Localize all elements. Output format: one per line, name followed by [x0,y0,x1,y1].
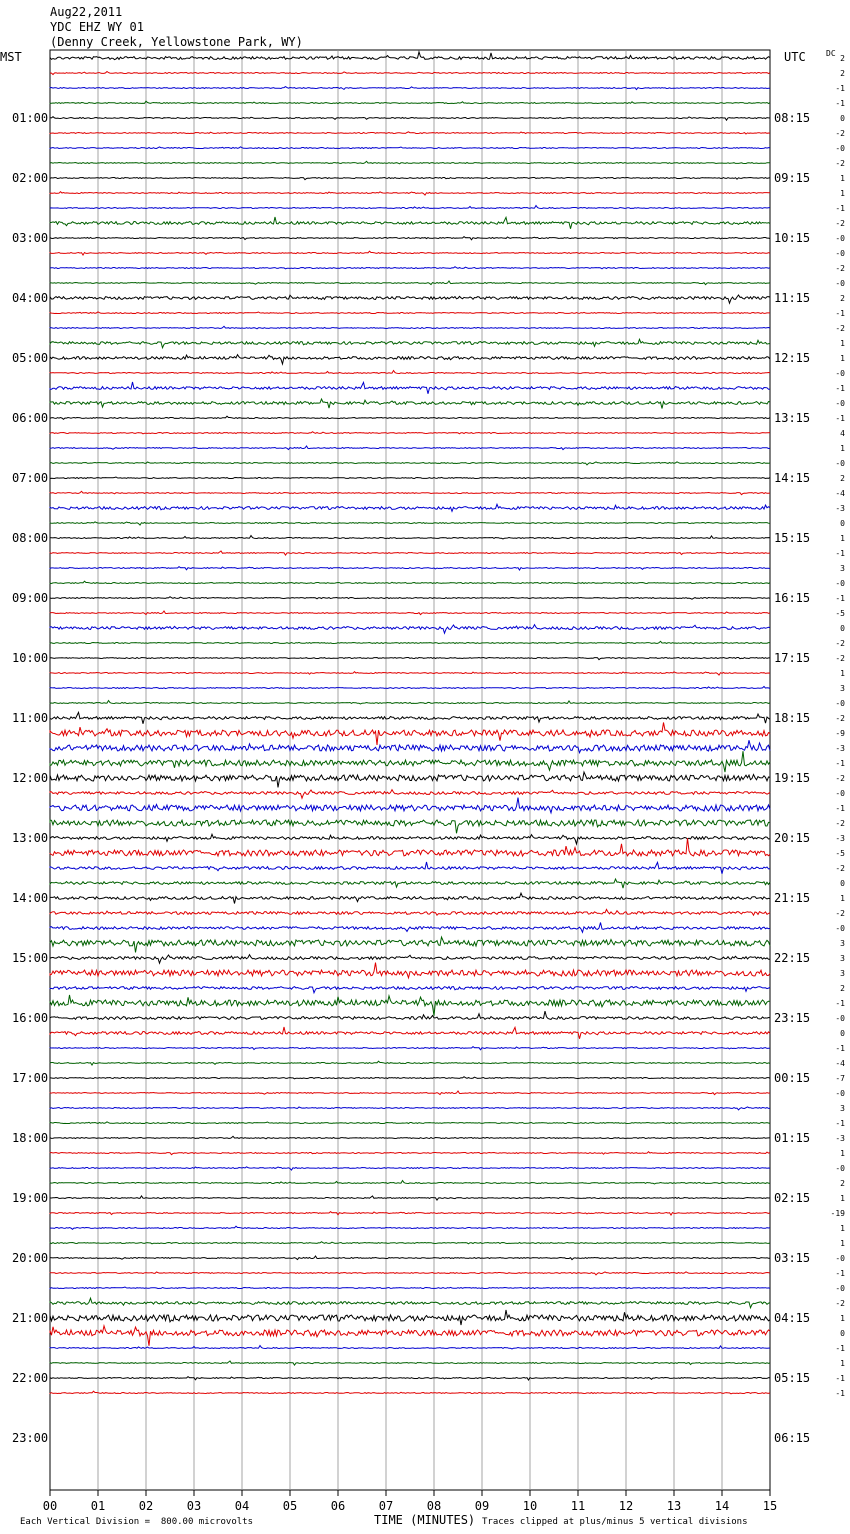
trace-line [50,937,770,952]
dc-offset-label: -0 [835,144,845,153]
right-hour-label: 14:15 [774,471,811,485]
dc-offset-label: 0 [840,1329,845,1338]
trace-line [50,382,770,394]
trace-line [50,1242,770,1244]
dc-offset-label: 0 [840,624,845,633]
dc-offset-label: -2 [835,129,845,138]
dc-offset-label: 1 [840,894,845,903]
trace-line [50,672,770,675]
trace-line [50,625,770,634]
left-axis-label: MST [0,50,22,64]
trace-line [50,522,770,525]
dc-offset-label: 2 [840,294,845,303]
trace-line [50,1310,770,1325]
trace-line [50,132,770,134]
trace-line [50,1298,770,1308]
trace-line [50,491,770,494]
trace-line [50,117,770,121]
dc-offset-label: -2 [835,774,845,783]
trace-line [50,1167,770,1170]
dc-offset-label: -2 [835,714,845,723]
trace-line [50,701,770,705]
trace-line [50,312,770,314]
trace-line [50,147,770,149]
dc-offset-label: -1 [835,1389,845,1398]
x-tick-label: 10 [522,1499,538,1513]
trace-line [50,909,770,915]
trace-line [50,641,770,644]
x-tick-label: 07 [378,1499,394,1513]
dc-offset-label: 3 [840,939,845,948]
dc-offset-label: -1 [835,414,845,423]
trace-line [50,536,770,540]
dc-offset-label: 3 [840,564,845,573]
left-hour-label: 12:00 [12,771,49,785]
dc-offset-label: -5 [835,609,845,618]
right-hour-label: 04:15 [774,1311,811,1325]
dc-offset-label: -0 [835,279,845,288]
x-tick-label: 03 [186,1499,202,1513]
dc-offset-label: -1 [835,804,845,813]
dc-offset-label: -0 [835,1164,845,1173]
trace-line [50,504,770,511]
trace-line [50,101,770,104]
dc-offset-label: -1 [835,549,845,558]
right-hour-label: 12:15 [774,351,811,365]
dc-offset-label: 1 [840,1224,845,1233]
dc-offset-label: -2 [835,864,845,873]
dc-offset-label: 0 [840,519,845,528]
dc-offset-label: -1 [835,759,845,768]
trace-line [50,1027,770,1039]
trace-line [50,87,770,90]
trace-line [50,326,770,329]
trace-line [50,1061,770,1065]
dc-offset-label: 1 [840,1239,845,1248]
x-tick-label: 06 [330,1499,346,1513]
trace-line [50,597,770,600]
dc-offset-label: -1 [835,594,845,603]
right-hour-label: 03:15 [774,1251,811,1265]
left-hour-label: 03:00 [12,231,49,245]
dc-offset-label: -1 [835,999,845,1008]
right-hour-label: 19:15 [774,771,811,785]
right-hour-label: 16:15 [774,591,811,605]
left-hour-label: 18:00 [12,1131,49,1145]
trace-line [50,723,770,745]
right-hour-label: 22:15 [774,951,811,965]
trace-line [50,1212,770,1215]
left-hour-label: 16:00 [12,1011,49,1025]
right-hour-label: 23:15 [774,1011,811,1025]
header-date: Aug22,2011 [50,5,123,19]
left-hour-label: 13:00 [12,831,49,845]
trace-line [50,206,770,209]
clip-note: Traces clipped at plus/minus 5 vertical divisions [482,1517,748,1527]
right-hour-label: 05:15 [774,1371,811,1385]
dc-offset-label: 3 [840,1104,845,1113]
trace-line [50,1181,770,1185]
trace-line [50,1377,770,1380]
trace-line [50,267,770,269]
scale-note: Each Vertical Division = 800.00 microvolts [20,1517,253,1527]
dc-offset-label: 3 [840,954,845,963]
trace-line [50,161,770,164]
left-hour-label: 23:00 [12,1431,49,1445]
left-hour-label: 21:00 [12,1311,49,1325]
dc-offset-label: 1 [840,189,845,198]
x-tick-label: 12 [618,1499,634,1513]
dc-label: DC [826,49,836,58]
trace-line [50,838,770,856]
left-hour-label: 19:00 [12,1191,49,1205]
dc-offset-label: -3 [835,504,845,513]
trace-line [50,217,770,229]
trace-line [50,355,770,364]
left-hour-label: 10:00 [12,651,49,665]
dc-offset-label: -0 [835,399,845,408]
x-tick-label: 05 [282,1499,298,1513]
trace-line [50,611,770,615]
right-hour-label: 18:15 [774,711,811,725]
dc-offset-label: -2 [835,159,845,168]
trace-line [50,740,770,753]
dc-offset-label: 1 [840,354,845,363]
x-tick-label: 11 [570,1499,586,1513]
dc-offset-label: -2 [835,1299,845,1308]
trace-group [50,52,770,1394]
trace-line [50,339,770,348]
left-hour-labels [12,111,48,1445]
trace-line [50,862,770,874]
trace-line [50,1136,770,1139]
dc-offset-label: -1 [835,309,845,318]
trace-line [50,1047,770,1050]
dc-offset-label: -1 [835,1044,845,1053]
trace-line [50,1011,770,1019]
trace-line [50,416,770,419]
trace-line [50,1256,770,1260]
right-hour-label: 00:15 [774,1071,811,1085]
trace-line [50,52,770,60]
vertical-grid [98,50,722,1490]
trace-line [50,712,770,723]
right-hour-label: 13:15 [774,411,811,425]
dc-offset-label: -0 [835,369,845,378]
dc-offset-label: -1 [835,1344,845,1353]
trace-line [50,1272,770,1275]
trace-line [50,251,770,255]
dc-offset-labels [831,54,846,1398]
dc-offset-label: 2 [840,984,845,993]
x-tick-label: 09 [474,1499,490,1513]
left-hour-label: 14:00 [12,891,49,905]
dc-offset-label: -0 [835,234,845,243]
trace-line [50,879,770,888]
x-tick-label: 14 [714,1499,730,1513]
right-hour-label: 10:15 [774,231,811,245]
right-hour-label: 11:15 [774,291,811,305]
left-hour-label: 08:00 [12,531,49,545]
left-hour-label: 17:00 [12,1071,49,1085]
dc-offset-label: -0 [835,459,845,468]
trace-line [50,432,770,434]
x-tick-label: 15 [762,1499,778,1513]
trace-line [50,790,770,799]
trace-line [50,987,770,993]
right-axis-label: UTC [784,50,806,64]
trace-line [50,371,770,375]
dc-offset-label: -2 [835,219,845,228]
dc-offset-label: -0 [835,1014,845,1023]
dc-offset-label: -5 [835,849,845,858]
left-hour-label: 01:00 [12,111,49,125]
left-hour-label: 07:00 [12,471,49,485]
trace-line [50,923,770,933]
dc-offset-label: 2 [840,474,845,483]
dc-offset-label: -2 [835,639,845,648]
x-tick-label: 04 [234,1499,250,1513]
left-hour-label: 20:00 [12,1251,49,1265]
trace-line [50,446,770,450]
right-hour-label: 08:15 [774,111,811,125]
trace-line [50,72,770,75]
dc-offset-label: -4 [835,1059,845,1068]
trace-line [50,834,770,844]
x-tick-label: 01 [90,1499,106,1513]
dc-offset-label: 0 [840,1029,845,1038]
trace-line [50,1346,770,1350]
right-hour-label: 02:15 [774,1191,811,1205]
dc-offset-label: -1 [835,1374,845,1383]
dc-offset-label: -2 [835,264,845,273]
dc-offset-label: -1 [835,84,845,93]
dc-offset-label: -0 [835,1089,845,1098]
dc-offset-label: -2 [835,324,845,333]
dc-offset-label: 3 [840,969,845,978]
left-hour-label: 06:00 [12,411,49,425]
trace-line [50,178,770,180]
dc-offset-label: -0 [835,789,845,798]
trace-line [50,1152,770,1155]
dc-offset-label: 1 [840,1149,845,1158]
trace-line [50,963,770,978]
dc-offset-label: -1 [835,1269,845,1278]
trace-line [50,1287,770,1289]
right-hour-label: 15:15 [774,531,811,545]
right-hour-labels [774,111,810,1445]
trace-line [50,399,770,409]
dc-offset-label: -3 [835,834,845,843]
dc-offset-label: 2 [840,54,845,63]
dc-offset-label: 0 [840,114,845,123]
dc-offset-label: -4 [835,489,845,498]
dc-offset-label: -1 [835,99,845,108]
dc-offset-label: -0 [835,1284,845,1293]
header-station: YDC EHZ WY 01 [50,20,144,34]
dc-offset-label: -3 [835,744,845,753]
trace-line [50,1326,770,1346]
dc-offset-label: 0 [840,879,845,888]
trace-line [50,1107,770,1110]
right-hour-label: 09:15 [774,171,811,185]
dc-offset-label: 1 [840,534,845,543]
trace-line [50,1196,770,1200]
trace-line [50,1091,770,1095]
dc-offset-label: 1 [840,669,845,678]
dc-offset-label: -2 [835,909,845,918]
dc-offset-label: -0 [835,1254,845,1263]
x-tick-label: 08 [426,1499,442,1513]
trace-line [50,798,770,813]
dc-offset-label: -0 [835,699,845,708]
right-hour-label: 17:15 [774,651,811,665]
left-hour-label: 04:00 [12,291,49,305]
dc-offset-label: 1 [840,1359,845,1368]
trace-line [50,820,770,833]
trace-line [50,1226,770,1229]
dc-offset-label: -7 [835,1074,845,1083]
plot-frame [50,50,770,1490]
trace-line [50,1391,770,1394]
trace-line [50,1361,770,1365]
dc-offset-label: -0 [835,579,845,588]
x-axis-title: TIME (MINUTES) [374,1513,476,1527]
right-hour-label: 06:15 [774,1431,811,1445]
trace-line [50,995,770,1016]
trace-line [50,192,770,195]
trace-line [50,1122,770,1124]
left-hour-label: 22:00 [12,1371,49,1385]
dc-offset-label: -1 [835,204,845,213]
left-hour-label: 02:00 [12,171,49,185]
trace-line [50,1077,770,1079]
dc-offset-label: -1 [835,1119,845,1128]
left-hour-label: 11:00 [12,711,49,725]
dc-offset-label: 2 [840,1179,845,1188]
dc-offset-label: 1 [840,1194,845,1203]
dc-offset-label: -0 [835,924,845,933]
right-hour-label: 20:15 [774,831,811,845]
dc-offset-label: 1 [840,444,845,453]
dc-offset-label: -9 [835,729,845,738]
trace-line [50,551,770,555]
dc-offset-label: -3 [835,1134,845,1143]
trace-line [50,462,770,465]
trace-line [50,955,770,964]
x-tick-label: 13 [666,1499,682,1513]
dc-offset-label: 3 [840,684,845,693]
right-hour-label: 21:15 [774,891,811,905]
trace-line [50,477,770,479]
dc-offset-label: 1 [840,174,845,183]
dc-offset-label: -1 [835,384,845,393]
trace-line [50,281,770,285]
x-tick-label: 02 [138,1499,154,1513]
dc-offset-label: -0 [835,249,845,258]
trace-line [50,687,770,689]
trace-line [50,581,770,584]
right-hour-label: 01:15 [774,1131,811,1145]
trace-line [50,295,770,303]
dc-offset-label: 1 [840,1314,845,1323]
trace-line [50,658,770,660]
dc-offset-label: -19 [830,1209,845,1218]
header-location: (Denny Creek, Yellowstone Park, WY) [50,35,303,49]
left-hour-label: 15:00 [12,951,49,965]
dc-offset-label: 1 [840,339,845,348]
trace-line [50,772,770,787]
dc-offset-label: -2 [835,819,845,828]
dc-offset-label: 4 [840,429,845,438]
dc-offset-label: -2 [835,654,845,663]
left-hour-label: 09:00 [12,591,49,605]
dc-offset-label: 2 [840,69,845,78]
trace-line [50,751,770,772]
trace-line [50,567,770,570]
x-axis-ticks [43,1490,777,1513]
left-hour-label: 05:00 [12,351,49,365]
x-tick-label: 00 [42,1499,58,1513]
trace-line [50,893,770,903]
trace-line [50,237,770,240]
